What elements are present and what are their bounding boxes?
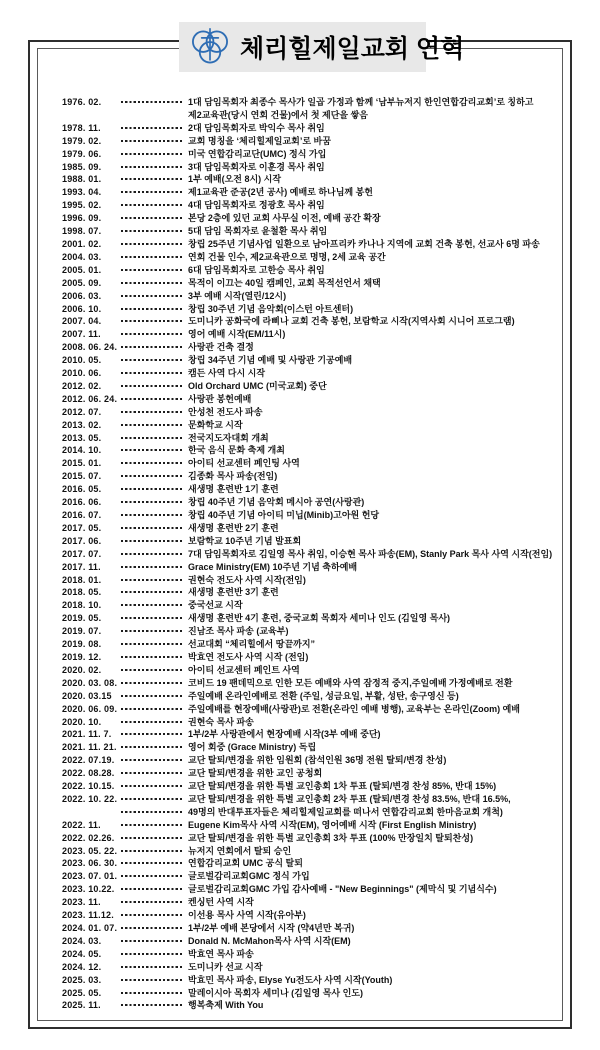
- timeline-row: [62, 857, 562, 870]
- timeline-row: [62, 432, 562, 445]
- entry-text: 창립 40주년 기념 아이티 미닙(Minib)고아원 헌당: [188, 510, 380, 520]
- entry-date: 1979. 06.: [62, 148, 102, 159]
- entry-text: 4대 담임목회자로 정광호 목사 취임: [188, 200, 325, 211]
- timeline-row: [62, 767, 562, 780]
- timeline-row: [62, 819, 562, 832]
- entry-text: 박효연 전도사 사역 시작 (전임): [188, 651, 309, 662]
- entry-date: 2017. 11.: [62, 561, 101, 572]
- entry-text: 창립 25주년 기념사업 일환으로 남아프리카 카나나 지역에 교회 건축 봉헌, 선교사 6명 파송: [188, 238, 540, 249]
- dash-leader-line: [121, 140, 182, 142]
- entry-text: 본당 2층에 있던 교회 사무실 이전, 예배 공간 확장: [188, 213, 381, 224]
- timeline-row: [62, 444, 562, 457]
- dash-leader-line: [121, 346, 182, 348]
- timeline-row: [62, 483, 562, 496]
- entry-date: 2006. 10.: [62, 303, 102, 314]
- dash-leader-line: [121, 721, 182, 723]
- entry-text: 박효연 목사 파송: [188, 948, 254, 959]
- timeline-row: [62, 896, 562, 909]
- dash-leader-line: [121, 191, 182, 193]
- dash-leader-line: [121, 333, 182, 335]
- dash-leader-line: [121, 178, 182, 180]
- entry-text: 아이티 선교센터 페인트 사역: [188, 664, 300, 675]
- entry-date: 2020. 10.: [62, 716, 102, 727]
- dash-leader-line: [121, 398, 182, 400]
- dash-leader-line: [121, 320, 182, 322]
- entry-date: 2025. 03.: [62, 974, 102, 985]
- timeline-row: [62, 122, 562, 135]
- entry-date: 1978. 11.: [62, 122, 101, 133]
- entry-text: 교단 탈퇴/변경을 위한 교인 공청회: [188, 768, 323, 779]
- timeline-row: [62, 457, 562, 470]
- timeline-row: [62, 935, 562, 948]
- entry-date: 2022. 07.19.: [62, 755, 115, 766]
- entry-text: 창립 34주년 기념 예배 및 사랑관 기공예배: [188, 355, 353, 366]
- timeline-row: [62, 651, 562, 664]
- entry-date: 2017. 06.: [62, 535, 102, 546]
- entry-text: 49명의 반대투표자들은 체리힐제일교회를 떠나서 연합감리교회 한마음교회 개척): [188, 806, 503, 817]
- dash-leader-line: [121, 501, 182, 503]
- timeline-row: [62, 690, 562, 703]
- timeline-row: [62, 870, 562, 883]
- entry-text: 뉴저지 연회에서 탈퇴 승인: [188, 845, 292, 856]
- dash-leader-line: [121, 1004, 182, 1006]
- timeline-row: [62, 212, 562, 225]
- entry-date: 2022. 02.26.: [62, 832, 115, 843]
- dash-leader-line: [121, 643, 182, 645]
- entry-text: 새생명 훈련반 4기 훈련, 중국교회 목회자 세미나 인도 (김일영 목사): [188, 613, 451, 624]
- entry-date: 2004. 03.: [62, 251, 102, 262]
- timeline-row: [62, 677, 562, 690]
- timeline-row: [62, 961, 562, 974]
- entry-date: 2020. 03.15: [62, 690, 112, 701]
- timeline-row: [62, 303, 562, 316]
- entry-date: 2019. 07.: [62, 626, 102, 637]
- entry-text: 도미니카 선교 시작: [188, 961, 263, 972]
- dash-leader-line: [121, 772, 182, 774]
- entry-date: 2007. 04.: [62, 316, 102, 327]
- dash-leader-line: [121, 295, 182, 297]
- entry-date: 2010. 06.: [62, 368, 102, 379]
- timeline: [62, 96, 562, 1012]
- entry-text: 아이티 선교센터 페인팅 사역: [188, 458, 300, 469]
- timeline-row: [62, 380, 562, 393]
- entry-text: 글로벌감리교회GMC 정식 가입: [188, 871, 310, 882]
- dash-leader-line: [121, 940, 182, 942]
- entry-date: 2021. 11. 21.: [62, 742, 117, 753]
- entry-date: 2006. 03.: [62, 290, 102, 301]
- timeline-row: [62, 419, 562, 432]
- entry-text: Grace Ministry(EM) 10주년 기념 축하예배: [188, 561, 358, 572]
- entry-date: 2016. 07.: [62, 510, 102, 520]
- entry-text: 목적이 이끄는 40일 캠페인, 교회 목적선언서 채택: [188, 277, 381, 288]
- entry-date: 2016. 05.: [62, 484, 102, 495]
- entry-text: 보람학교 10주년 기념 발표회: [188, 535, 302, 546]
- timeline-row: [62, 548, 562, 561]
- timeline-row: [62, 393, 562, 406]
- dash-leader-line: [121, 566, 182, 568]
- dash-leader-line: [121, 759, 182, 761]
- timeline-row: [62, 522, 562, 535]
- dash-leader-line: [121, 785, 182, 787]
- entry-date: 2019. 05.: [62, 613, 102, 624]
- timeline-row: [62, 741, 562, 754]
- dash-leader-line: [121, 875, 182, 877]
- timeline-row: [62, 845, 562, 858]
- timeline-row: [62, 290, 562, 303]
- timeline-row: [62, 148, 562, 161]
- timeline-row: [62, 922, 562, 935]
- dash-leader-line: [121, 979, 182, 981]
- dash-leader-line: [121, 527, 182, 529]
- entry-text: 새생명 훈련반 3기 훈련: [188, 587, 279, 598]
- timeline-row: [62, 974, 562, 987]
- dash-leader-line: [121, 850, 182, 852]
- entry-date: 2016. 06.: [62, 497, 102, 508]
- entry-date: 2015. 07.: [62, 471, 102, 482]
- entry-date: 2025. 11.: [62, 1000, 101, 1011]
- entry-date: 2024. 12.: [62, 961, 102, 972]
- entry-text: 한국 음식 문화 축제 개최: [188, 445, 285, 456]
- timeline-row: [62, 625, 562, 638]
- entry-date: 2019. 12.: [62, 651, 102, 662]
- entry-date: 2017. 07.: [62, 548, 102, 559]
- entry-text: 2대 담임목회자로 박익수 목사 취임: [188, 122, 325, 133]
- entry-text: 연회 건물 인수, 제2교육관으로 명명, 2세 교육 공간: [188, 251, 386, 262]
- entry-text: 도미니카 공화국에 라삐나 교회 건축 봉헌, 보람학교 시작(지역사회 시니어 프로그램): [188, 316, 515, 327]
- page-title: 체리힐제일교회 연혁: [240, 35, 465, 63]
- entry-date: 2021. 11. 7.: [62, 729, 112, 740]
- entry-date: 2012. 02.: [62, 380, 102, 391]
- entry-text: Eugene Kim목사 사역 시작(EM), 영어예배 시작 (First English Ministry): [188, 819, 477, 830]
- timeline-row: [62, 161, 562, 174]
- entry-text: 캠든 사역 다시 시작: [188, 368, 266, 379]
- entry-text: 5대 담임 목회자로 윤철환 목사 취임: [188, 226, 328, 237]
- entry-date: 1993. 04.: [62, 187, 102, 198]
- entry-date: 1985. 09.: [62, 161, 102, 172]
- timeline-row: [62, 367, 562, 380]
- entry-text: 창립 40주년 기념 음악회 메시아 공연(사랑관): [188, 497, 365, 508]
- dash-leader-line: [121, 372, 182, 374]
- dash-leader-line: [121, 953, 182, 955]
- entry-text: 진남조 목사 파송 (교육부): [188, 626, 289, 637]
- timeline-row: [62, 780, 562, 793]
- entry-date: 2005. 09.: [62, 277, 102, 288]
- title-banner: [179, 22, 465, 72]
- dash-leader-line: [121, 449, 182, 451]
- dash-leader-line: [121, 269, 182, 271]
- timeline-row: [62, 199, 562, 212]
- entry-text: 영어 회중 (Grace Ministry) 독립: [188, 742, 317, 753]
- entry-text: 제2교육관(당시 연회 건물)에서 첫 제단을 쌓음: [188, 109, 368, 120]
- entry-date: 2013. 05.: [62, 432, 102, 443]
- dash-leader-line: [121, 437, 182, 439]
- timeline-row: [62, 354, 562, 367]
- dash-leader-line: [121, 604, 182, 606]
- dash-leader-line: [121, 424, 182, 426]
- dash-leader-line: [121, 579, 182, 581]
- entry-text: 주일예배를 현장예배(사랑관)로 전환(온라인 예배 병행), 교육부는 온라인(Zoom) 예배: [188, 703, 520, 714]
- entry-date: 2022. 11.: [62, 819, 101, 830]
- dash-leader-line: [121, 411, 182, 413]
- entry-text: 행복축제 With You: [188, 1000, 264, 1011]
- dash-leader-line: [121, 811, 182, 813]
- entry-date: 2022. 08.28.: [62, 768, 115, 779]
- dash-leader-line: [121, 540, 182, 542]
- dash-leader-line: [121, 630, 182, 632]
- entry-date: 1998. 07.: [62, 226, 102, 237]
- dash-leader-line: [121, 127, 182, 129]
- timeline-row: [62, 135, 562, 148]
- dash-leader-line: [121, 746, 182, 748]
- timeline-row: [62, 574, 562, 587]
- timeline-row: [62, 173, 562, 186]
- entry-text: 권현숙 전도사 사역 시작(전임): [188, 574, 306, 585]
- dash-leader-line: [121, 462, 182, 464]
- entry-date: 2023. 07. 01.: [62, 871, 118, 882]
- timeline-row: [62, 793, 562, 806]
- timeline-row: [62, 509, 562, 522]
- timeline-row: [62, 315, 562, 328]
- timeline-row: [62, 109, 562, 122]
- entry-text: 3부 예배 시작(열린/12시): [188, 290, 287, 301]
- timeline-row: [62, 561, 562, 574]
- timeline-row: [62, 728, 562, 741]
- timeline-row: [62, 612, 562, 625]
- entry-text: 새생명 훈련반 1기 훈련: [188, 484, 279, 495]
- timeline-row: [62, 806, 562, 819]
- entry-date: 2018. 01.: [62, 574, 102, 585]
- timeline-row: [62, 186, 562, 199]
- timeline-row: [62, 703, 562, 716]
- entry-date: 2017. 05.: [62, 522, 102, 533]
- timeline-row: [62, 948, 562, 961]
- dash-leader-line: [121, 708, 182, 710]
- dash-leader-line: [121, 914, 182, 916]
- dash-leader-line: [121, 992, 182, 994]
- dash-leader-line: [121, 243, 182, 245]
- entry-date: 1988. 01.: [62, 174, 102, 185]
- entry-text: 켄싱턴 사역 시작: [188, 897, 254, 908]
- entry-text: 교단 탈퇴/변경을 위한 특별 교인총회 1차 투표 (탈퇴/변경 찬성 85%, 반대 15%): [188, 781, 497, 792]
- timeline-row: [62, 341, 562, 354]
- timeline-row: [62, 832, 562, 845]
- dash-leader-line: [121, 475, 182, 477]
- timeline-row: [62, 328, 562, 341]
- timeline-row: [62, 406, 562, 419]
- entry-text: 1부 예배(오전 8시) 시작: [188, 174, 282, 185]
- entry-date: 2022. 10. 22.: [62, 793, 118, 804]
- dash-leader-line: [121, 733, 182, 735]
- entry-date: 2024. 01. 07.: [62, 923, 118, 933]
- dash-leader-line: [121, 514, 182, 516]
- entry-date: 2001. 02.: [62, 238, 102, 249]
- entry-text: 연합감리교회 UMC 공식 탈퇴: [188, 858, 303, 869]
- timeline-row: [62, 264, 562, 277]
- timeline-row: [62, 586, 562, 599]
- dash-leader-line: [121, 217, 182, 219]
- dash-leader-line: [121, 308, 182, 310]
- entry-date: 2012. 07.: [62, 406, 102, 417]
- timeline-row: [62, 238, 562, 251]
- timeline-row: [62, 754, 562, 767]
- dash-leader-line: [121, 695, 182, 697]
- entry-text: 중국선교 시작: [188, 600, 243, 611]
- dash-leader-line: [121, 385, 182, 387]
- dash-leader-line: [121, 101, 182, 103]
- entry-date: 2014. 10.: [62, 445, 102, 456]
- entry-text: 제1교육관 준공(2년 공사) 예배로 하나님께 봉헌: [188, 187, 374, 198]
- entry-date: 2008. 06. 24.: [62, 342, 118, 353]
- dash-leader-line: [121, 901, 182, 903]
- entry-date: 2019. 08.: [62, 639, 102, 650]
- trinity-cross-logo-icon: [187, 25, 233, 69]
- entry-date: 2025. 05.: [62, 987, 102, 998]
- timeline-row: [62, 535, 562, 548]
- dash-leader-line: [121, 204, 182, 206]
- entry-date: 1976. 02.: [62, 97, 102, 107]
- dash-leader-line: [121, 166, 182, 168]
- timeline-row: [62, 716, 562, 729]
- entry-date: 1996. 09.: [62, 213, 102, 224]
- entry-text: 영어 예배 시작(EM/11시): [188, 329, 286, 340]
- dash-leader-line: [121, 888, 182, 890]
- entry-text: 말레이시아 목회자 세미나 (김일영 목사 인도): [188, 987, 363, 998]
- timeline-row: [62, 225, 562, 238]
- entry-date: 2012. 06. 24.: [62, 393, 118, 404]
- timeline-row: [62, 96, 562, 109]
- entry-date: 2023. 11.: [62, 897, 101, 908]
- entry-text: 7대 담임목회자로 김일영 목사 취임, 이승현 목사 파송(EM), Stanly Park 목사 사역 시작(전임): [188, 548, 553, 559]
- dash-leader-line: [121, 488, 182, 490]
- entry-text: 사랑관 건축 결정: [188, 342, 254, 353]
- dash-leader-line: [121, 669, 182, 671]
- entry-text: 1대 담임목회자 최종수 목사가 일곱 가정과 함께 ‘남부뉴저지 한인연합감리교회’로 칭하고: [188, 97, 534, 107]
- entry-text: 교단 탈퇴/변경을 위한 특별 교인총회 3차 투표 (100% 만장일치 탈퇴찬성): [188, 832, 474, 843]
- entry-text: Donald N. McMahon목사 사역 시작(EM): [188, 935, 351, 946]
- entry-text: 선교대회 “체리힐에서 땅끝까지”: [188, 639, 316, 650]
- entry-date: 2010. 05.: [62, 355, 102, 366]
- entry-text: 1부/2부 사랑관에서 현장예배 시작(3부 예배 중단): [188, 729, 381, 740]
- dash-leader-line: [121, 837, 182, 839]
- dash-leader-line: [121, 553, 182, 555]
- entry-date: 2007. 11.: [62, 329, 101, 340]
- dash-leader-line: [121, 862, 182, 864]
- dash-leader-line: [121, 230, 182, 232]
- entry-date: 2023. 10.22.: [62, 884, 115, 895]
- entry-text: 사랑관 봉헌예배: [188, 393, 252, 404]
- entry-date: 1979. 02.: [62, 135, 102, 146]
- entry-text: 3대 담임목회자로 이훈경 목사 취임: [188, 161, 325, 172]
- dash-leader-line: [121, 966, 182, 968]
- entry-date: 2015. 01.: [62, 458, 102, 469]
- entry-date: 2020. 06. 09.: [62, 703, 118, 714]
- dash-leader-line: [121, 591, 182, 593]
- dash-leader-line: [121, 359, 182, 361]
- entry-text: 1부/2부 예배 본당에서 시작 (약4년만 복귀): [188, 923, 355, 933]
- entry-text: 코비드 19 팬데믹으로 인한 모든 예배와 사역 잠정적 중지,주일예배 가정예배로 전환: [188, 677, 513, 688]
- entry-text: 권현숙 목사 파송: [188, 716, 254, 727]
- entry-date: 2018. 05.: [62, 587, 102, 598]
- entry-text: 김종화 목사 파송(전임): [188, 471, 278, 482]
- dash-leader-line: [121, 617, 182, 619]
- timeline-row: [62, 987, 562, 1000]
- entry-text: 주일예배 온라인예배로 전환 (주일, 성금요일, 부활, 성탄, 송구영신 등): [188, 690, 459, 701]
- entry-date: 2013. 02.: [62, 419, 102, 430]
- dash-leader-line: [121, 153, 182, 155]
- entry-date: 2024. 03.: [62, 935, 102, 946]
- entry-text: 박효민 목사 파송, Elyse Yu전도사 사역 시작(Youth): [188, 974, 393, 985]
- entry-date: 1995. 02.: [62, 200, 102, 211]
- entry-text: 교회 명칭을 ‘체리힐제일교회’로 바꿈: [188, 135, 331, 146]
- timeline-row: [62, 277, 562, 290]
- timeline-row: [62, 883, 562, 896]
- timeline-row: [62, 909, 562, 922]
- timeline-row: [62, 638, 562, 651]
- timeline-row: [62, 251, 562, 264]
- entry-text: 새생명 훈련반 2기 훈련: [188, 522, 279, 533]
- entry-date: 2023. 11.12.: [62, 910, 114, 921]
- dash-leader-line: [121, 656, 182, 658]
- timeline-row: [62, 599, 562, 612]
- entry-date: 2023. 06. 30.: [62, 858, 118, 869]
- entry-text: 교단 탈퇴/변경을 위한 임원회 (참석인원 36명 전원 탈퇴/변경 찬성): [188, 755, 447, 766]
- entry-text: 안성천 전도사 파송: [188, 406, 263, 417]
- entry-text: Old Orchard UMC (미국교회) 중단: [188, 380, 327, 391]
- entry-text: 미국 연합감리교단(UMC) 정식 가입: [188, 148, 327, 159]
- entry-text: 이선용 목사 사역 시작(유아부): [188, 910, 306, 921]
- timeline-row: [62, 999, 562, 1012]
- dash-leader-line: [121, 798, 182, 800]
- dash-leader-line: [121, 256, 182, 258]
- entry-text: 6대 담임목회자로 고한승 목사 취임: [188, 264, 325, 275]
- entry-text: 교단 탈퇴/변경을 위한 특별 교인총회 2차 투표 (탈퇴/변경 찬성 83.5%, 반대 16.5%,: [188, 793, 511, 804]
- entry-date: 2018. 10.: [62, 600, 102, 611]
- entry-date: 2023. 05. 22.: [62, 845, 118, 856]
- entry-text: 문화학교 시작: [188, 419, 243, 430]
- dash-leader-line: [121, 824, 182, 826]
- entry-text: 창립 30주년 기념 음악회(이스턴 아트센터): [188, 303, 354, 314]
- entry-date: 2024. 05.: [62, 948, 102, 959]
- dash-leader-line: [121, 282, 182, 284]
- entry-text: 전국지도자대회 개최: [188, 432, 269, 443]
- timeline-row: [62, 470, 562, 483]
- dash-leader-line: [121, 682, 182, 684]
- dash-leader-line: [121, 927, 182, 929]
- entry-date: 2005. 01.: [62, 264, 102, 275]
- entry-date: 2020. 03. 08.: [62, 677, 118, 688]
- entry-date: 2022. 10.15.: [62, 781, 115, 792]
- entry-text: 글로벌감리교회GMC 가입 감사예배 - "New Beginnings" (제막식 및 기념식수): [188, 884, 497, 895]
- entry-date: 2020. 02.: [62, 664, 102, 675]
- timeline-row: [62, 664, 562, 677]
- timeline-row: [62, 496, 562, 509]
